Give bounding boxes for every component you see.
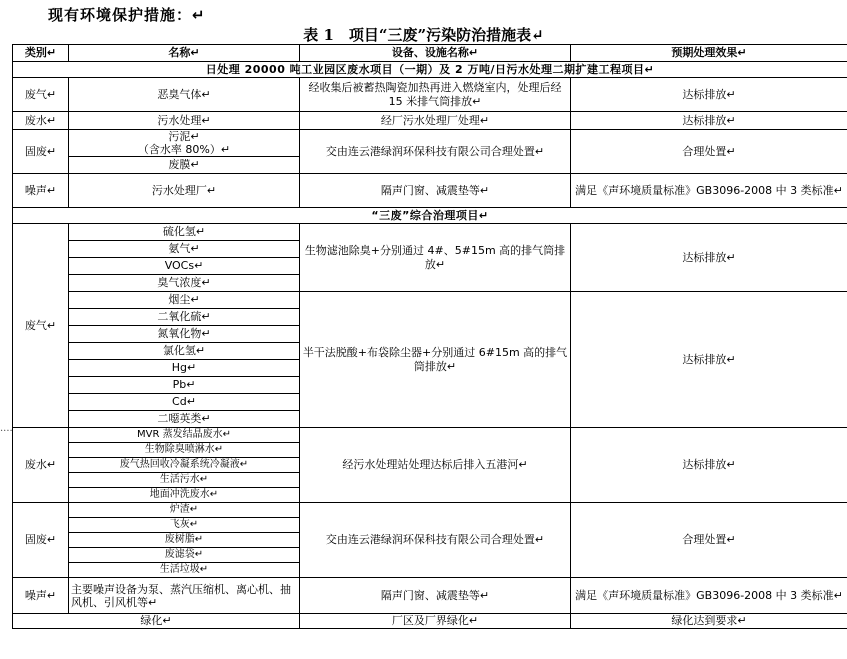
header-facility: 设备、设施名称↵ [300,45,571,62]
facility-cell: 经厂污水处理厂处理↵ [300,112,571,130]
name-cell: 地面冲洗废水↵ [69,488,300,503]
page-heading: 现有环境保护措施：↵ [48,6,206,24]
table-row [13,130,847,157]
table-row [13,174,847,208]
name-cell: MVR 蒸发结晶废水↵ [69,428,300,443]
name-cell: 臭气浓度↵ [69,275,300,292]
margin-dots: ···· [0,426,13,437]
category-cell: 废水↵ [13,112,69,130]
facility-cell: 经污水处理站处理达标后排入五港河↵ [300,428,571,503]
green-name-cell: 绿化↵ [13,614,300,629]
section1-title: 日处理 20000 吨工业园区废水项目（一期）及 2 万吨/日污水处理二期扩建工程项目↵ [13,62,847,78]
name-cell: 氯化氢↵ [69,343,300,360]
effect-cell: 绿化达到要求↵ [571,614,847,629]
effect-cell: 达标排放↵ [571,224,847,292]
table-row [13,224,847,241]
table-row [13,503,847,518]
name-cell: 生活垃圾↵ [69,563,300,578]
section1-title-row [13,62,847,78]
name-cell: 废树脂↵ [69,533,300,548]
name-line: 污泥↵ [168,130,200,143]
name-cell: VOCs↵ [69,258,300,275]
name-cell: Pb↵ [69,377,300,394]
effect-cell: 达标排放↵ [571,112,847,130]
name-cell: 废滤袋↵ [69,548,300,563]
header-row [13,45,847,62]
name-cell: 恶臭气体↵ [69,78,300,112]
category-cell: 固废↵ [13,503,69,578]
table-row [13,428,847,443]
facility-cell: 交由连云港绿润环保科技有限公司合理处置↵ [300,130,571,174]
name-cell: Cd↵ [69,394,300,411]
section2-title-row [13,208,847,224]
effect-cell: 满足《声环境质量标准》GB3096-2008 中 3 类标准↵ [571,174,847,208]
table-row [13,78,847,112]
category-cell: 固废↵ [13,130,69,174]
effect-cell: 合理处置↵ [571,130,847,174]
name-cell: 飞灰↵ [69,518,300,533]
name-cell: 二氧化硫↵ [69,309,300,326]
name-cell: 生活污水↵ [69,473,300,488]
facility-cell: 交由连云港绿润环保科技有限公司合理处置↵ [300,503,571,578]
facility-cell: 半干法脱酸+布袋除尘器+分别通过 6#15m 高的排气筒排放↵ [300,292,571,428]
header-name: 名称↵ [69,45,300,62]
table-row [13,292,847,309]
facility-cell: 隔声门窗、减震垫等↵ [300,174,571,208]
name-cell: 氨气↵ [69,241,300,258]
name-cell: Hg↵ [69,360,300,377]
effect-cell: 合理处置↵ [571,503,847,578]
section2-title: “三废”综合治理项目↵ [13,208,847,224]
effect-cell: 达标排放↵ [571,428,847,503]
name-cell: 炉渣↵ [69,503,300,518]
effect-cell: 达标排放↵ [571,292,847,428]
table-caption: 表 1 项目“三废”污染防治措施表↵ [303,26,544,44]
name-cell: 污水处理↵ [69,112,300,130]
facility-cell: 厂区及厂界绿化↵ [300,614,571,629]
name-cell: 氮氧化物↵ [69,326,300,343]
name-cell: 污水处理厂↵ [69,174,300,208]
category-cell: 废水↵ [13,428,69,503]
effect-cell: 达标排放↵ [571,78,847,112]
name-cell: 废气热回收冷凝系统冷凝液↵ [69,458,300,473]
header-category: 类别↵ [13,45,69,62]
header-effect: 预期处理效果↵ [571,45,847,62]
facility-cell: 生物滤池除臭+分别通过 4#、5#15m 高的排气筒排放↵ [300,224,571,292]
category-cell: 噪声↵ [13,174,69,208]
name-cell: 废膜↵ [69,157,300,174]
table-row [13,578,847,614]
effect-cell: 满足《声环境质量标准》GB3096-2008 中 3 类标准↵ [571,578,847,614]
name-cell [69,130,300,157]
table-row [13,614,847,629]
name-cell: 硫化氢↵ [69,224,300,241]
table-row [13,112,847,130]
name-cell: 二噁英类↵ [69,411,300,428]
category-cell: 废气↵ [13,224,69,428]
name-line: （含水率 80%）↵ [137,143,231,156]
category-cell: 废气↵ [13,78,69,112]
facility-cell: 经收集后被蓄热陶瓷加热再进入燃烧室内，处理后经 15 米排气筒排放↵ [300,78,571,112]
pollution-control-table [12,44,847,629]
facility-cell: 隔声门窗、减震垫等↵ [300,578,571,614]
name-cell: 烟尘↵ [69,292,300,309]
name-cell: 主要噪声设备为泵、蒸汽压缩机、离心机、抽风机、引风机等↵ [69,578,300,614]
category-cell: 噪声↵ [13,578,69,614]
name-cell: 生物除臭喷淋水↵ [69,443,300,458]
